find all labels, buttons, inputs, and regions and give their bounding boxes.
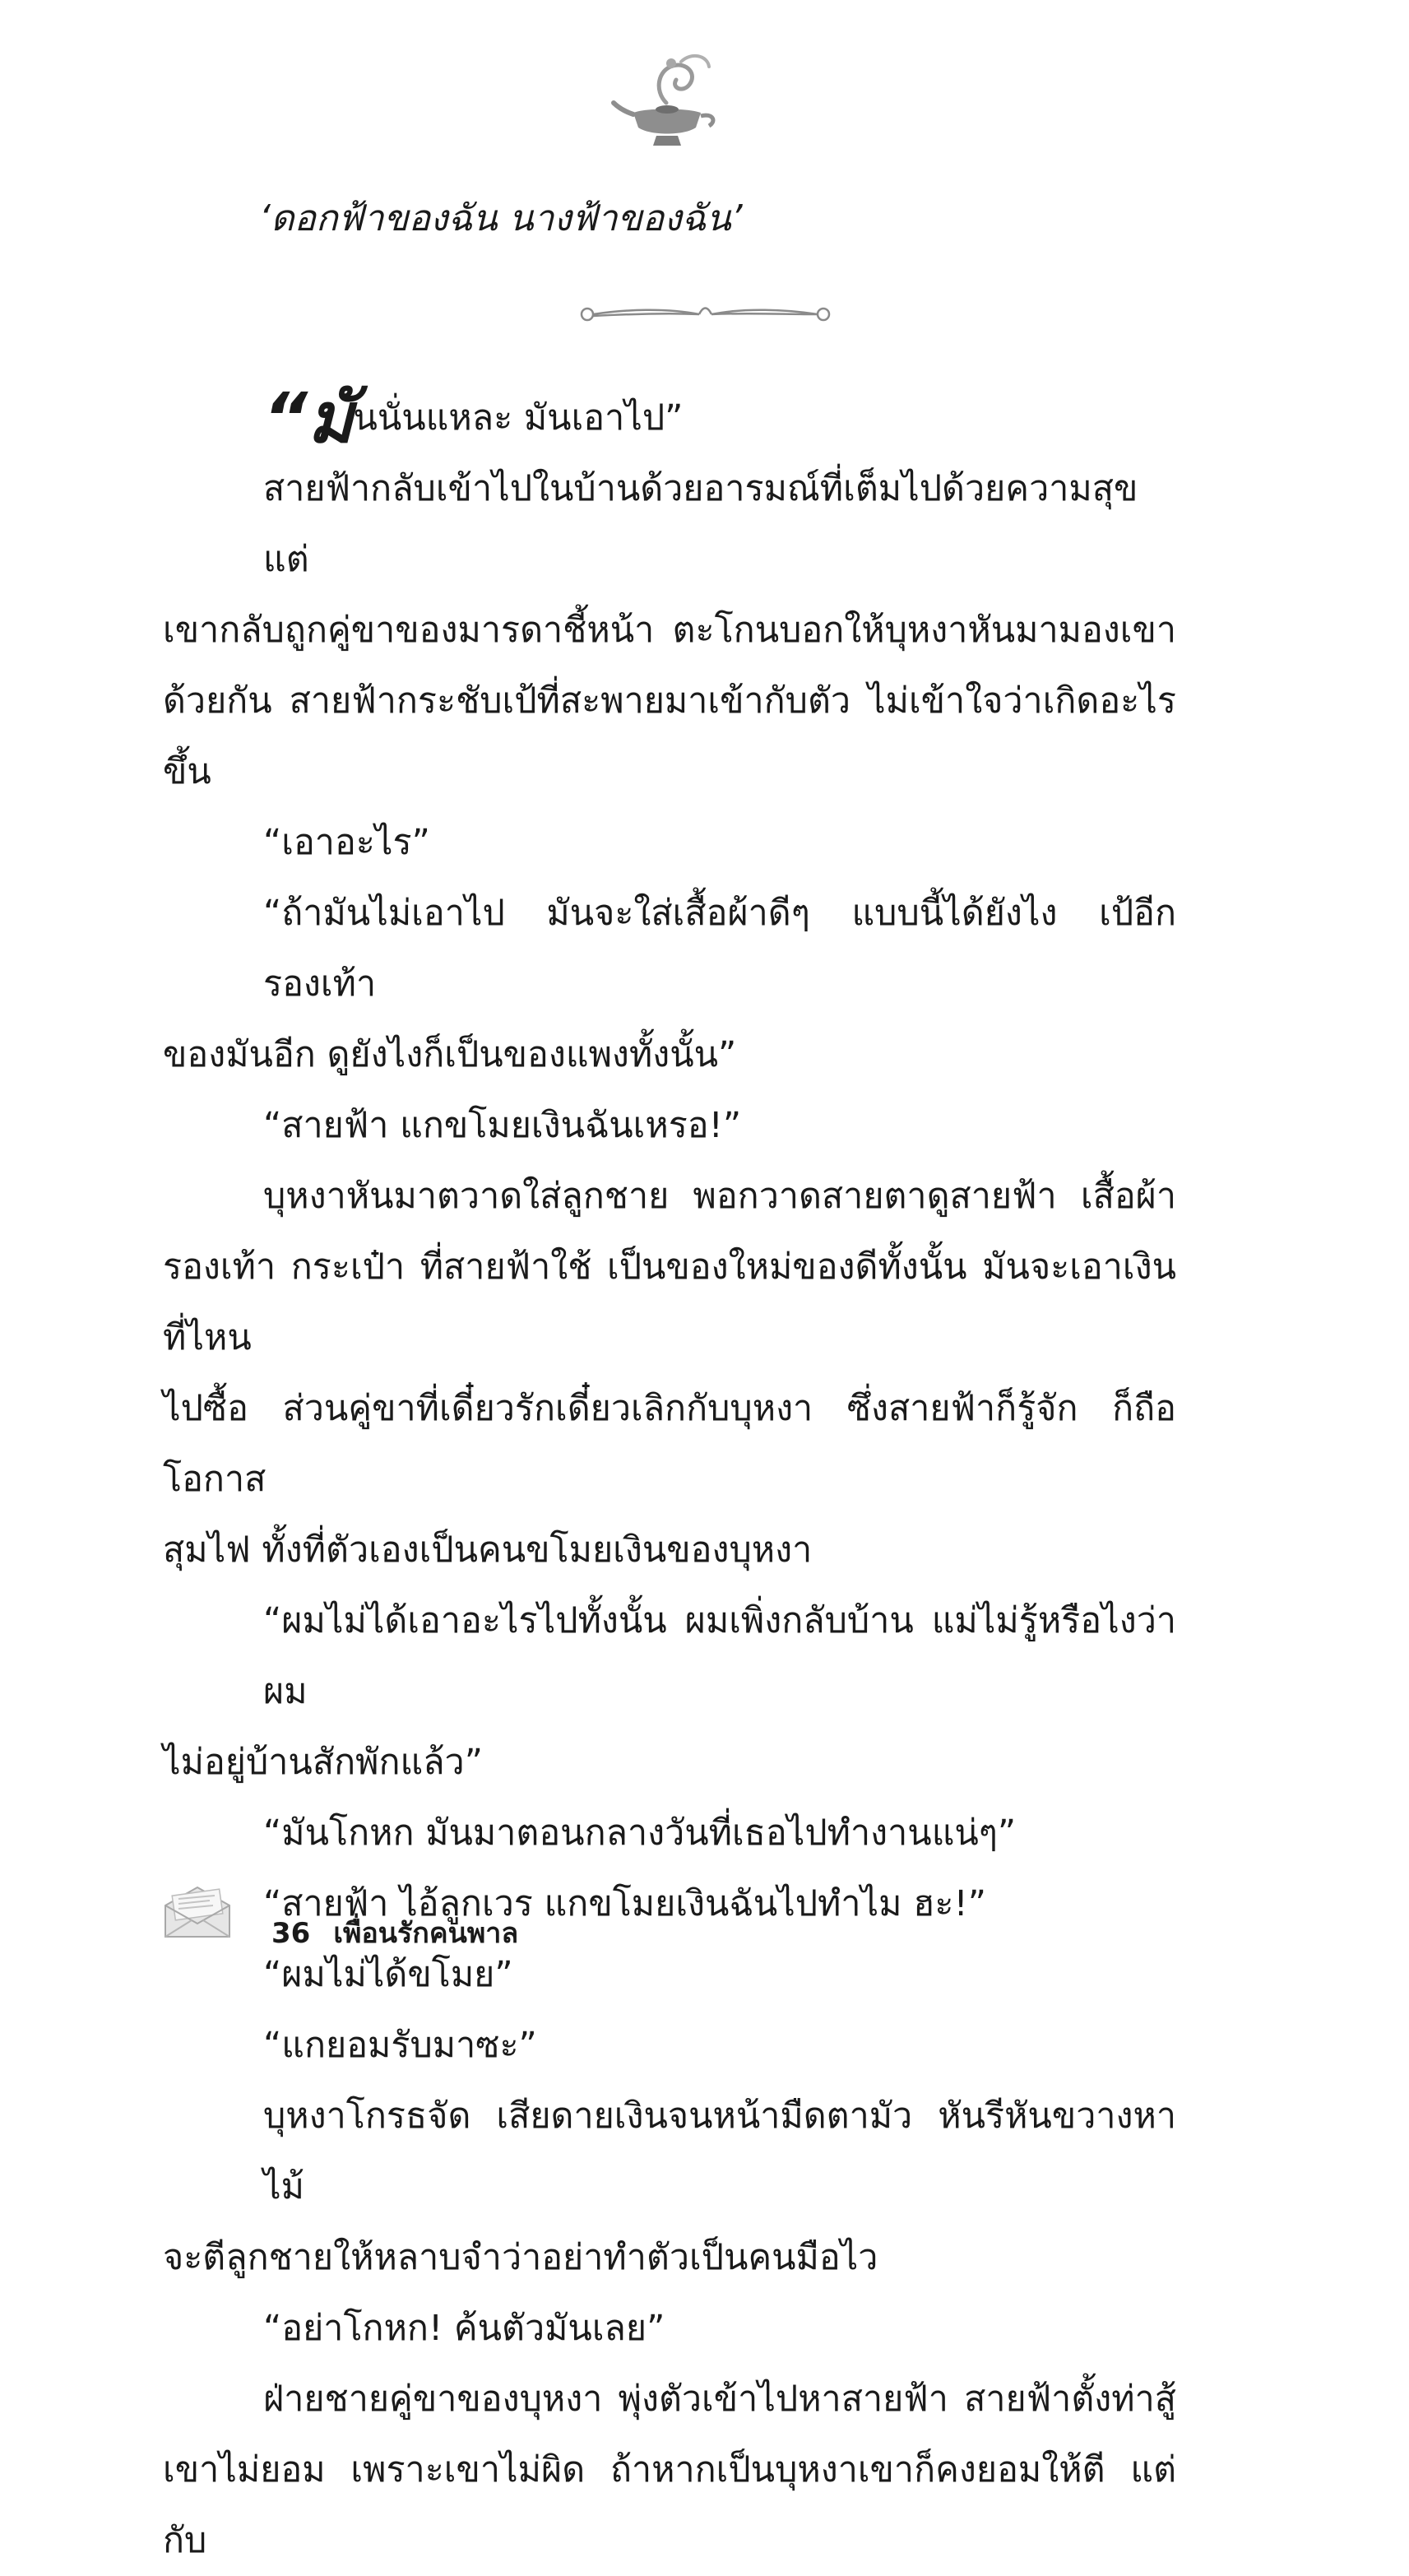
envelope-icon — [160, 1884, 234, 1942]
body-text — [163, 378, 1176, 2576]
page-footer — [271, 1910, 518, 1955]
paragraph-line: ของมันอีก ดูยังไงก็เป็นของแพงทั้งนั้น” — [163, 1034, 737, 1075]
scroll-divider-icon — [576, 296, 835, 329]
page-number: 36 — [271, 1917, 311, 1950]
paragraph-line: ด้วยกัน สายฟ้ากระชับเป้ที่สะพายมาเข้ากับตัว ไม่เข้าใจว่าเกิดอะไรขึ้น — [163, 680, 1176, 792]
paragraph-line: รองเท้า กระเป๋า ที่สายฟ้าใช้ เป็นของใหม่ของดีทั้งนั้น มันจะเอาเงินที่ไหน — [163, 1246, 1176, 1358]
paragraph-line: “ถ้ามันไม่เอาไป มันจะใส่เสื้อผ้าดีๆ แบบนี้ได้ยังไง เป้อีก รองเท้า — [263, 893, 1176, 1005]
chapter-epigraph: ‘ดอกฟ้าของฉัน นางฟ้าของฉัน’ — [259, 197, 743, 239]
paragraph-line: “แกยอมรับมาซะ” — [263, 2025, 537, 2066]
paragraph-line: “ผมไม่ได้ขโมย” — [263, 1954, 513, 1995]
paragraph-line: เขาไม่ยอม เพราะเขาไม่ผิด ถ้าหากเป็นบุหงาเขาก็คงยอมให้ตี แต่กับ — [163, 2449, 1176, 2561]
paragraph-line: “เอาอะไร” — [263, 822, 430, 863]
paragraph-line: บุหงาหันมาตวาดใส่ลูกชาย พอกวาดสายตาดูสายฟ้า เสื้อผ้า — [263, 1176, 1176, 1217]
paragraph-line: ฝ่ายชายคู่ขาของบุหงา พุ่งตัวเข้าไปหาสายฟ้า สายฟ้าตั้งท่าสู้ — [263, 2379, 1176, 2420]
book-title: เพื่อนรักคนพาล — [333, 1917, 519, 1950]
paragraph-line: บุหงาโกรธจัด เสียดายเงินจนหน้ามืดตามัว หันรีหันขวางหาไม้ — [263, 2096, 1176, 2207]
paragraph-line: สุมไฟ ทั้งที่ตัวเองเป็นคนขโมยเงินของบุหงา — [163, 1529, 813, 1571]
paragraph-line: “มันนั่นแหละ มันเอาไป” — [263, 378, 684, 458]
paragraph-line: ไม่อยู่บ้านสักพักแล้ว” — [163, 1742, 483, 1783]
paragraph-line: เขากลับถูกคู่ขาของมารดาชี้หน้า ตะโกนบอกให้บุหงาหันมามองเขา — [163, 610, 1176, 651]
paragraph-line: สายฟ้ากลับเข้าไปในบ้านด้วยอารมณ์ที่เต็มไปด้วยความสุข แต่ — [263, 468, 1138, 580]
paragraph-line: “อย่าโกหก! ค้นตัวมันเลย” — [263, 2308, 665, 2349]
drop-cap: “มั — [263, 378, 354, 458]
paragraph-line: “ผมไม่ได้เอาอะไรไปทั้งนั้น ผมเพิ่งกลับบ้าน แม่ไม่รู้หรือไงว่าผม — [263, 1600, 1176, 1712]
paragraph-line: ไปซื้อ ส่วนคู่ขาที่เดี๋ยวรักเดี๋ยวเลิกกับบุหงา ซึ่งสายฟ้าก็รู้จัก ก็ถือโอกาส — [163, 1388, 1176, 1500]
genie-lamp-icon — [609, 45, 724, 156]
paragraph-line: “มันโกหก มันมาตอนกลางวันที่เธอไปทำงานแน่ๆ” — [263, 1812, 1017, 1854]
paragraph-line: “สายฟ้า ไอ้ลูกเวร แกขโมยเงินฉันไปทำไม ฮะ!” — [263, 1883, 987, 1924]
paragraph-line: “สายฟ้า แกขโมยเงินฉันเหรอ!” — [263, 1105, 742, 1146]
paragraph-line: จะตีลูกชายให้หลาบจำว่าอย่าทำตัวเป็นคนมือไว — [163, 2237, 878, 2278]
